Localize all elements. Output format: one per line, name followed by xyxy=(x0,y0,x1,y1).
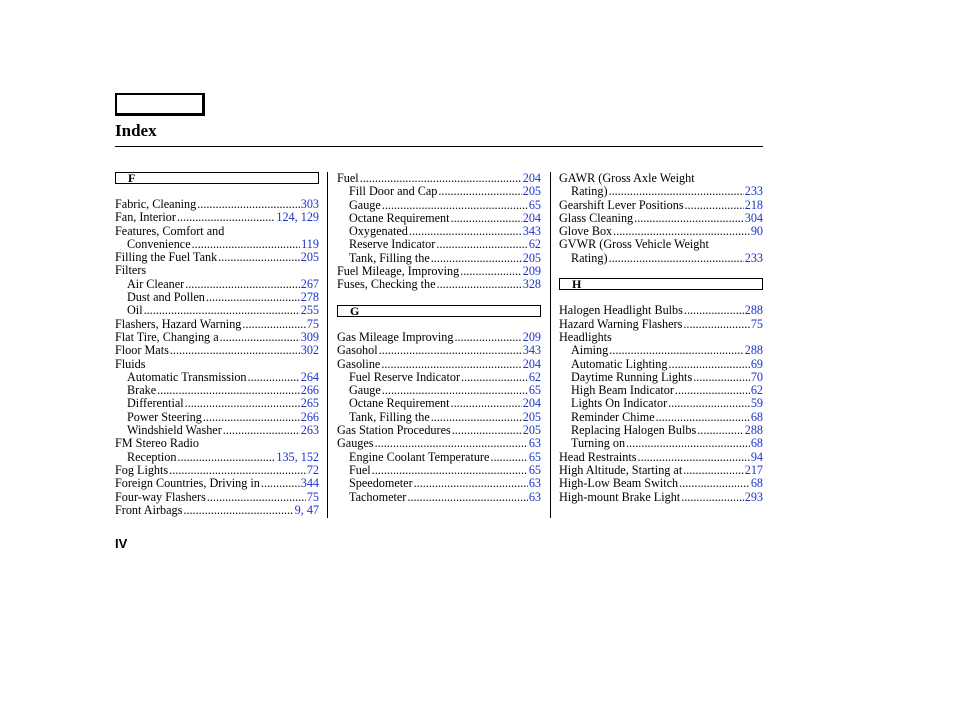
entry-term: Fan, Interior xyxy=(115,210,176,225)
index-entry xyxy=(559,424,763,437)
page-reference-link[interactable]: 266 xyxy=(300,409,319,424)
entry-term: Speedometer xyxy=(349,476,413,491)
entry-term: Fuses, Checking the xyxy=(337,277,436,292)
index-entry xyxy=(559,437,763,450)
page-reference-link[interactable]: 304 xyxy=(744,210,763,225)
index-entry xyxy=(337,212,541,225)
entry-term: Replacing Halogen Bulbs xyxy=(571,423,697,438)
index-heading: GVWR (Gross Vehicle Weight xyxy=(559,237,709,252)
page-reference-link[interactable]: 62 xyxy=(528,237,541,252)
page-reference-link[interactable]: 63 xyxy=(528,476,541,491)
page-title: Index xyxy=(115,121,157,140)
page-reference-link[interactable]: 266 xyxy=(300,383,319,398)
page-reference-link[interactable]: 303 xyxy=(300,197,319,211)
page-reference-link[interactable]: 264 xyxy=(300,369,319,384)
dot-leader xyxy=(379,344,522,357)
index-heading: Features, Comfort and xyxy=(115,223,225,238)
page-number: IV xyxy=(115,536,128,551)
entry-term: Glass Cleaning xyxy=(559,210,634,225)
index-entry xyxy=(337,238,541,251)
dot-leader xyxy=(185,278,300,291)
entry-term: Oxygenated xyxy=(349,224,408,239)
page-reference-link[interactable]: 72 xyxy=(306,462,319,477)
entry-term: Brake xyxy=(127,383,157,398)
page-reference-link[interactable]: 205 xyxy=(300,250,319,265)
index-entry xyxy=(337,172,541,185)
dot-leader xyxy=(375,437,528,450)
dot-leader xyxy=(460,265,522,278)
page-reference-link[interactable]: 343 xyxy=(522,224,541,239)
dot-leader xyxy=(407,491,527,504)
index-entry xyxy=(115,411,319,424)
entry-term: Gauge xyxy=(349,383,381,398)
index-entry xyxy=(559,411,763,424)
page-reference-link[interactable]: 255 xyxy=(300,303,319,318)
entry-term: Tank, Filling the xyxy=(349,250,430,265)
index-entry xyxy=(559,304,763,317)
page-reference-link[interactable]: 204 xyxy=(522,210,541,225)
entry-term: Tachometer xyxy=(349,489,407,504)
index-heading: Fluids xyxy=(115,356,146,371)
entry-term: Rating) xyxy=(571,184,608,199)
entry-term: High-mount Brake Light xyxy=(559,489,681,504)
page-reference-link[interactable]: 65 xyxy=(528,462,541,477)
section-letter-h: H xyxy=(559,278,763,290)
entry-term: Flashers, Hazard Warning xyxy=(115,316,242,331)
page-reference-link[interactable]: 205 xyxy=(522,423,541,438)
index-heading: GAWR (Gross Axle Weight xyxy=(559,171,695,185)
index-entry xyxy=(337,371,541,384)
index-entry xyxy=(115,451,319,464)
index-entry xyxy=(115,251,319,264)
index-entry xyxy=(337,424,541,437)
page-reference-link[interactable]: 343 xyxy=(522,343,541,358)
dot-leader xyxy=(381,358,521,371)
entry-term: Lights On Indicator xyxy=(571,396,668,411)
entry-term: Gasoline xyxy=(337,356,381,371)
entry-term: Fill Door and Cap xyxy=(349,184,438,199)
page-reference-link[interactable]: 278 xyxy=(300,290,319,305)
entry-term: Octane Requirement xyxy=(349,396,450,411)
page-reference-link[interactable]: 288 xyxy=(744,423,763,438)
page-reference-link[interactable]: 135, 152 xyxy=(276,449,319,464)
page-reference-link[interactable]: 209 xyxy=(522,264,541,279)
page-reference-link[interactable]: 124, 129 xyxy=(276,210,319,225)
page-reference-link[interactable]: 63 xyxy=(528,489,541,504)
page-reference-link[interactable]: 75 xyxy=(306,489,319,504)
page-reference-link[interactable]: 344 xyxy=(300,476,319,491)
dot-leader xyxy=(685,199,744,212)
dot-leader xyxy=(223,424,300,437)
index-entry xyxy=(115,331,319,344)
dot-leader xyxy=(451,212,522,225)
index-entry xyxy=(337,358,541,371)
page-reference-link[interactable]: 233 xyxy=(744,250,763,265)
column-divider-2 xyxy=(550,172,551,518)
dot-leader xyxy=(203,411,300,424)
index-entry xyxy=(115,477,319,490)
dot-leader xyxy=(414,477,528,490)
dot-leader xyxy=(613,225,750,238)
page-reference-link[interactable]: 233 xyxy=(744,184,763,199)
dot-leader xyxy=(382,199,528,212)
entry-term: Tank, Filling the xyxy=(349,409,430,424)
page-reference-link[interactable]: 68 xyxy=(750,476,763,491)
entry-term: Fuel Mileage, Improving xyxy=(337,264,460,279)
index-entry xyxy=(337,331,541,344)
index-entry xyxy=(559,451,763,464)
index-entry xyxy=(559,477,763,490)
entry-term: Gauges xyxy=(337,436,374,451)
dot-leader xyxy=(675,384,750,397)
index-entry xyxy=(337,411,541,424)
page-reference-link[interactable]: 205 xyxy=(522,184,541,199)
index-entry xyxy=(115,424,319,437)
index-entry xyxy=(559,384,763,397)
dot-leader xyxy=(372,464,528,477)
index-heading: Filters xyxy=(115,263,147,278)
index-column-1 xyxy=(115,172,319,517)
page-reference-link[interactable]: 63 xyxy=(528,436,541,451)
entry-term: Front Airbags xyxy=(115,502,183,517)
dot-leader xyxy=(409,225,522,238)
page-reference-link[interactable]: 209 xyxy=(522,329,541,344)
dot-leader xyxy=(431,411,522,424)
page-reference-link[interactable]: 218 xyxy=(744,197,763,212)
index-entry xyxy=(337,199,541,212)
page-reference-link[interactable]: 68 xyxy=(750,409,763,424)
index-entry xyxy=(115,211,319,224)
index-entry xyxy=(115,278,319,291)
entry-term: Reminder Chime xyxy=(571,409,655,424)
page-reference-link[interactable]: 205 xyxy=(522,250,541,265)
entry-term: Gearshift Lever Positions xyxy=(559,197,684,212)
page-reference-link[interactable]: 9, 47 xyxy=(294,502,319,517)
dot-leader xyxy=(609,185,744,198)
page-reference-link[interactable]: 267 xyxy=(300,276,319,291)
page-reference-link[interactable]: 328 xyxy=(522,277,541,292)
entry-term: Gas Station Procedures xyxy=(337,423,451,438)
index-entry xyxy=(559,212,763,225)
index-entry xyxy=(115,238,319,251)
column-divider-1 xyxy=(327,172,328,518)
page-reference-link[interactable]: 217 xyxy=(744,462,763,477)
entry-term: Reception xyxy=(127,449,177,464)
index-entry xyxy=(337,252,541,265)
dot-leader xyxy=(170,344,300,357)
index-entry xyxy=(115,491,319,504)
index-entry xyxy=(115,344,319,357)
index-heading: Headlights xyxy=(559,329,612,344)
index-entry xyxy=(337,265,541,278)
entry-term: Turning on xyxy=(571,436,626,451)
dot-leader xyxy=(490,451,527,464)
spacer xyxy=(559,265,763,278)
index-entry xyxy=(115,371,319,384)
dot-leader xyxy=(452,424,522,437)
dot-leader xyxy=(382,384,528,397)
entry-term: Differential xyxy=(127,396,184,411)
page-reference-link[interactable]: 62 xyxy=(528,369,541,384)
entry-term: High-Low Beam Switch xyxy=(559,476,679,491)
entry-term: Floor Mats xyxy=(115,343,169,358)
dot-leader xyxy=(177,211,275,224)
dot-leader xyxy=(693,371,750,384)
section-letter-f: F xyxy=(115,172,319,184)
dot-leader xyxy=(609,252,744,265)
entry-term: Reserve Indicator xyxy=(349,237,436,252)
dot-leader xyxy=(183,504,293,517)
page-reference-link[interactable]: 204 xyxy=(522,171,541,185)
entry-term: Fuel xyxy=(349,462,371,477)
entry-term: Oil xyxy=(127,303,143,318)
index-entry xyxy=(337,344,541,357)
page-reference-link[interactable]: 119 xyxy=(301,236,319,251)
index-entry xyxy=(115,198,319,211)
index-entry xyxy=(337,491,541,504)
section-tab-box xyxy=(115,93,205,116)
index-entry xyxy=(559,344,763,357)
page-reference-link[interactable]: 263 xyxy=(300,423,319,438)
entry-term: Aiming xyxy=(571,343,609,358)
section-letter-g: G xyxy=(337,305,541,317)
page-reference-link[interactable]: 75 xyxy=(306,316,319,331)
page-reference-link[interactable]: 69 xyxy=(750,356,763,371)
index-entry xyxy=(559,464,763,477)
index-entry xyxy=(115,397,319,410)
index-entry xyxy=(337,185,541,198)
dot-leader xyxy=(206,291,300,304)
page-reference-link[interactable]: 265 xyxy=(300,396,319,411)
dot-leader xyxy=(683,318,749,331)
entry-term: Four-way Flashers xyxy=(115,489,206,504)
page-reference-link[interactable]: 59 xyxy=(750,396,763,411)
entry-term: Hazard Warning Flashers xyxy=(559,316,683,331)
dot-leader xyxy=(437,278,522,291)
page-reference-link[interactable]: 68 xyxy=(750,436,763,451)
dot-leader xyxy=(697,424,743,437)
page-reference-link[interactable]: 302 xyxy=(300,343,319,358)
page-reference-link[interactable]: 70 xyxy=(750,369,763,384)
index-entry xyxy=(337,278,541,291)
entry-term: High Altitude, Starting at xyxy=(559,462,683,477)
index-entry xyxy=(559,199,763,212)
entry-term: Automatic Transmission xyxy=(127,369,247,384)
entry-term: Rating) xyxy=(571,250,608,265)
dot-leader xyxy=(438,185,521,198)
dot-leader xyxy=(242,318,305,331)
dot-leader xyxy=(185,397,300,410)
page-reference-link[interactable]: 62 xyxy=(750,383,763,398)
dot-leader xyxy=(248,371,300,384)
entry-term: Fuel Reserve Indicator xyxy=(349,369,461,384)
entry-term: Filling the Fuel Tank xyxy=(115,250,218,265)
dot-leader xyxy=(261,477,300,490)
dot-leader xyxy=(668,358,749,371)
dot-leader xyxy=(626,437,750,450)
entry-term: Automatic Lighting xyxy=(571,356,668,371)
index-entry xyxy=(115,318,319,331)
entry-term: Glove Box xyxy=(559,224,613,239)
entry-term: Head Restraints xyxy=(559,449,637,464)
index-entry xyxy=(337,437,541,450)
page-reference-link[interactable]: 205 xyxy=(522,409,541,424)
index-entry xyxy=(337,225,541,238)
index-entry xyxy=(337,464,541,477)
dot-leader xyxy=(431,252,522,265)
dot-leader xyxy=(192,238,301,251)
entry-term: Power Steering xyxy=(127,409,202,424)
entry-term: Convenience xyxy=(127,236,191,251)
dot-leader xyxy=(144,304,300,317)
index-entry xyxy=(115,464,319,477)
page-reference-link[interactable]: 90 xyxy=(750,224,763,239)
entry-term: Fuel xyxy=(337,171,359,185)
spacer xyxy=(337,292,541,305)
index-column-3 xyxy=(559,172,763,504)
index-entry xyxy=(559,371,763,384)
dot-leader xyxy=(679,477,750,490)
entry-term: Foreign Countries, Driving in xyxy=(115,476,260,491)
index-entry xyxy=(559,491,763,504)
entry-term: Halogen Headlight Bulbs xyxy=(559,303,683,318)
dot-leader xyxy=(461,371,528,384)
index-entry xyxy=(337,451,541,464)
dot-leader xyxy=(681,491,744,504)
header-rule xyxy=(115,146,763,147)
dot-leader xyxy=(177,451,275,464)
dot-leader xyxy=(157,384,300,397)
dot-leader xyxy=(360,172,522,185)
dot-leader xyxy=(609,344,743,357)
index-entry xyxy=(115,291,319,304)
page-reference-link[interactable]: 288 xyxy=(744,303,763,318)
index-entry xyxy=(559,397,763,410)
dot-leader xyxy=(218,251,300,264)
dot-leader xyxy=(634,212,744,225)
entry-term: Air Cleaner xyxy=(127,276,185,291)
page-reference-link[interactable]: 293 xyxy=(744,489,763,504)
page-reference-link[interactable]: 65 xyxy=(528,197,541,212)
index-entry xyxy=(559,185,763,198)
entry-term: Gas Mileage Improving xyxy=(337,329,454,344)
entry-term: Dust and Pollen xyxy=(127,290,205,305)
dot-leader xyxy=(454,331,521,344)
index-entry xyxy=(115,384,319,397)
index-entry xyxy=(115,304,319,317)
page-reference-link[interactable]: 204 xyxy=(522,356,541,371)
page-reference-link[interactable]: 75 xyxy=(750,316,763,331)
page-reference-link[interactable]: 65 xyxy=(528,449,541,464)
dot-leader xyxy=(207,491,306,504)
entry-term: High Beam Indicator xyxy=(571,383,674,398)
page-reference-link[interactable]: 288 xyxy=(744,343,763,358)
dot-leader xyxy=(197,198,299,211)
dot-leader xyxy=(684,304,744,317)
dot-leader xyxy=(169,464,306,477)
index-entry xyxy=(559,318,763,331)
index-entry xyxy=(337,397,541,410)
dot-leader xyxy=(683,464,743,477)
index-entry xyxy=(115,504,319,517)
index-entry xyxy=(559,225,763,238)
entry-term: Flat Tire, Changing a xyxy=(115,329,219,344)
index-heading: FM Stereo Radio xyxy=(115,436,199,451)
index-entry xyxy=(337,477,541,490)
entry-term: Windshield Washer xyxy=(127,423,222,438)
dot-leader xyxy=(436,238,528,251)
entry-term: Gasohol xyxy=(337,343,378,358)
entry-term: Fabric, Cleaning xyxy=(115,197,197,211)
dot-leader xyxy=(220,331,300,344)
entry-term: Gauge xyxy=(349,197,381,212)
dot-leader xyxy=(656,411,750,424)
page-reference-link[interactable]: 65 xyxy=(528,383,541,398)
page-reference-link[interactable]: 204 xyxy=(522,396,541,411)
entry-term: Fog Lights xyxy=(115,462,169,477)
entry-term: Daytime Running Lights xyxy=(571,369,693,384)
page-reference-link[interactable]: 309 xyxy=(300,329,319,344)
dot-leader xyxy=(668,397,750,410)
index-column-2 xyxy=(337,172,541,504)
dot-leader xyxy=(451,397,522,410)
entry-term: Octane Requirement xyxy=(349,210,450,225)
entry-term: Engine Coolant Temperature xyxy=(349,449,490,464)
index-entry xyxy=(337,384,541,397)
index-entry xyxy=(559,252,763,265)
index-entry xyxy=(559,358,763,371)
dot-leader xyxy=(638,451,750,464)
page-reference-link[interactable]: 94 xyxy=(750,449,763,464)
